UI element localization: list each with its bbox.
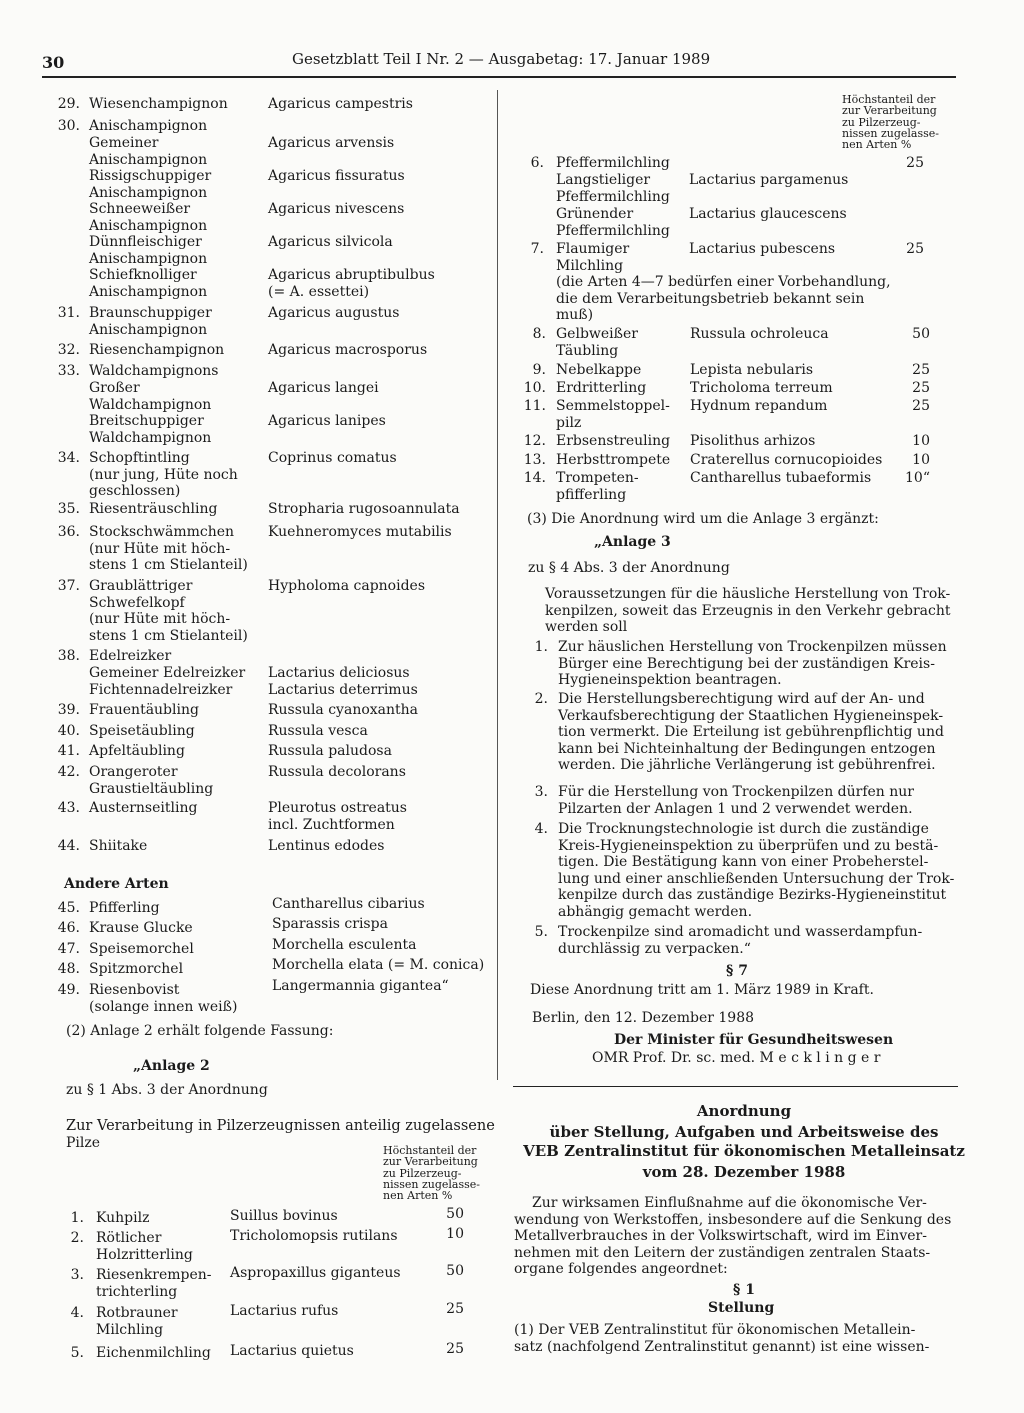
species-name: Flaumiger — [556, 241, 630, 257]
species-name: Speisetäubling — [89, 723, 195, 739]
percent-value: 50 — [446, 1263, 464, 1279]
species-name: Speisemorchel — [89, 941, 194, 957]
species-name: Austernseitling — [89, 800, 198, 816]
row-number: 32. — [57, 342, 80, 358]
species-name: Schopftintling — [89, 450, 190, 466]
species-name: Nebelkappe — [556, 362, 642, 378]
annex-title: „Anlage 3 — [594, 534, 671, 550]
species-name: Shiitake — [89, 838, 148, 854]
latin-name: Langermannia gigantea“ — [272, 978, 449, 994]
row-number: 31. — [57, 305, 80, 321]
species-name: Riesenchampignon — [89, 342, 225, 358]
species-name: Breitschuppiger — [89, 413, 204, 429]
item-text: Pilzarten der Anlagen 1 und 2 verwendet werden. — [558, 800, 913, 817]
row-number: 10. — [523, 380, 546, 396]
species-name: Grünender — [556, 206, 634, 222]
latin-name: Stropharia rugosoannulata — [268, 501, 460, 517]
item-text: Für die Herstellung von Trockenpilzen dürfen nur — [558, 784, 914, 800]
annex-reference: zu § 1 Abs. 3 der Anordnung — [66, 1082, 268, 1098]
row-number: 45. — [57, 900, 80, 916]
row-number: 33. — [57, 363, 80, 379]
species-name: pilz — [556, 414, 582, 431]
species-name: Frauentäubling — [89, 702, 199, 718]
species-name: Rötlicher — [96, 1230, 162, 1246]
row-number: 38. — [57, 648, 80, 664]
item-text: werden. Die jährliche Verlängerung ist gebührenfrei. — [558, 757, 936, 774]
species-name: Fichtennadelreizker — [89, 681, 233, 698]
paragraph-symbol: § 7 — [726, 963, 748, 979]
percent-value: 25 — [912, 398, 930, 414]
preamble-text: Zur wirksamen Einflußnahme auf die ökonomische Ver- — [532, 1195, 927, 1211]
annex-description: Zur Verarbeitung in Pilzerzeugnissen anteilig zugelassene — [66, 1118, 495, 1134]
latin-name: Suillus bovinus — [230, 1208, 338, 1224]
latin-name: Agaricus silvicola — [268, 234, 393, 250]
species-name: Stockschwämmchen — [89, 524, 235, 540]
paragraph-text: (1) Der VEB Zentralinstitut für ökonomischen Metallein- — [514, 1322, 916, 1338]
row-number: 41. — [57, 743, 80, 759]
place-date: Berlin, den 12. Dezember 1988 — [532, 1010, 755, 1026]
latin-name: Lactarius quietus — [230, 1343, 354, 1359]
row-number: 39. — [57, 702, 80, 718]
species-name: Krause Glucke — [89, 920, 193, 936]
column-header: Höchstanteil der — [842, 93, 936, 106]
column-header: zur Verarbeitung — [842, 104, 937, 118]
species-name: Apfeltäubling — [89, 743, 185, 759]
species-name: Pfeffermilchling — [556, 188, 670, 205]
latin-name: Lactarius pubescens — [689, 241, 836, 257]
species-name: Edelreizker — [89, 648, 172, 664]
species-name: pfifferling — [556, 486, 627, 503]
latin-name: Agaricus macrosporus — [268, 342, 428, 358]
item-text: tion vermerkt. Die Erteilung ist gebührenpflichtig und — [558, 724, 944, 741]
row-number: 14. — [523, 470, 546, 486]
amendment-intro: (3) Die Anordnung wird um die Anlage 3 ergänzt: — [527, 511, 879, 527]
latin-name: Morchella elata (= M. conica) — [272, 957, 485, 973]
species-name: Gemeiner Edelreizker — [89, 665, 246, 681]
species-name: Milchling — [96, 1321, 164, 1338]
item-number: 1. — [534, 639, 548, 655]
paragraph-heading: Stellung — [708, 1300, 775, 1316]
ordinance-title: Anordnung — [696, 1102, 792, 1120]
species-name: Waldchampignon — [89, 396, 212, 413]
latin-name: Sparassis crispa — [272, 916, 388, 932]
species-name: stens 1 cm Stielanteil) — [89, 557, 248, 574]
percent-value: 50 — [912, 326, 930, 342]
species-name: (nur jung, Hüte noch — [89, 466, 238, 483]
latin-name: Aspropaxillus giganteus — [230, 1265, 401, 1281]
item-text: Trockenpilze sind aromadicht und wasserdampfun- — [558, 924, 923, 940]
row-number: 43. — [57, 800, 80, 816]
species-name: Trompeten- — [556, 470, 639, 486]
item-number: 5. — [534, 924, 548, 940]
paragraph-text: satz (nachfolgend Zentralinstitut genannt) ist eine wissen- — [514, 1338, 930, 1355]
species-name: Großer — [89, 380, 140, 396]
item-text: abhängig gemacht werden. — [558, 904, 753, 920]
preamble-text: wendung von Werkstoffen, insbesondere auf die Senkung des — [514, 1211, 952, 1228]
item-text: Zur häuslichen Herstellung von Trockenpilzen müssen — [558, 639, 947, 655]
row-number: 40. — [57, 723, 80, 739]
species-name: Anischampignon — [89, 283, 208, 300]
latin-name: Cantharellus tubaeformis — [690, 470, 872, 486]
preamble-text: organe folgendes angeordnet: — [514, 1261, 728, 1278]
latin-name: Agaricus lanipes — [268, 413, 386, 429]
species-name: (nur Hüte mit höch- — [89, 611, 231, 628]
species-name: Rotbrauner — [96, 1305, 178, 1321]
species-name: Anischampignon — [89, 321, 208, 338]
species-name: Pfeffermilchling — [556, 155, 670, 171]
annex-reference: zu § 4 Abs. 3 der Anordnung — [528, 560, 730, 576]
species-name: Gelbweißer — [556, 326, 638, 342]
column-header: zur Verarbeitung — [383, 1155, 478, 1169]
signer-name: OMR Prof. Dr. sc. med. M e c k l i n g e r — [592, 1050, 881, 1066]
row-number: 13. — [523, 452, 546, 468]
column-header: zu Pilzerzeug- — [383, 1166, 462, 1180]
page-number: 30 — [42, 53, 65, 72]
species-name: Eichenmilchling — [96, 1345, 211, 1361]
row-number: 11. — [523, 398, 546, 414]
species-name: Pfeffermilchling — [556, 222, 670, 239]
species-name: Pfifferling — [89, 900, 160, 916]
column-header: nissen zugelasse- — [842, 126, 940, 140]
item-text: Kreis-Hygieneinspektion zu überprüfen und zu bestä- — [558, 837, 939, 854]
item-number: 4. — [534, 821, 548, 837]
percent-value: 25 — [446, 1301, 464, 1317]
species-name: Riesenbovist — [89, 982, 180, 998]
percent-value: 25 — [906, 241, 924, 257]
latin-name: Morchella esculenta — [272, 937, 417, 953]
item-text: kenpilze durch das zuständige Bezirks-Hygieneinstitut — [558, 887, 947, 904]
item-text: Verkaufsberechtigung der Staatlichen Hygieneinspek- — [558, 707, 944, 724]
item-text: tigen. Die Bestätigung kann von einer Probeherstel- — [558, 854, 929, 871]
species-name: Schneeweißer — [89, 201, 191, 217]
item-text: Bürger eine Berechtigung bei der zuständigen Kreis- — [558, 655, 935, 672]
row-number: 44. — [57, 838, 80, 854]
latin-name: Russula paludosa — [268, 743, 392, 759]
species-name: Gemeiner — [89, 135, 159, 151]
section-heading: Andere Arten — [64, 876, 169, 892]
item-text: Die Herstellungsberechtigung wird auf der An- und — [558, 691, 925, 707]
percent-value: 25 — [446, 1341, 464, 1357]
latin-name: Lactarius pargamenus — [689, 172, 849, 188]
item-text: Hygieneinspektion beantragen. — [558, 672, 782, 689]
preamble-text: Metallverbrauches in der Volkswirtschaft, wird im Einver- — [514, 1228, 927, 1245]
species-name: Anischampignon — [89, 217, 208, 234]
species-name: geschlossen) — [89, 483, 181, 500]
latin-name: Russula vesca — [268, 723, 368, 739]
ordinance-title: VEB Zentralinstitut für ökonomischen Metalleinsatz — [523, 1142, 965, 1160]
row-number: 6. — [530, 155, 544, 171]
row-number: 42. — [57, 764, 80, 780]
species-name: Braunschuppiger — [89, 305, 212, 321]
latin-name: Russula ochroleuca — [690, 326, 829, 342]
latin-name: Lactarius glaucescens — [689, 206, 847, 222]
latin-name: Pleurotus ostreatus — [268, 800, 407, 816]
species-name: (solange innen weiß) — [89, 998, 238, 1015]
latin-name: incl. Zuchtformen — [268, 816, 395, 833]
amendment-intro: (2) Anlage 2 erhält folgende Fassung: — [66, 1023, 334, 1039]
latin-name: Agaricus campestris — [268, 96, 413, 112]
latin-name: Tricholomopsis rutilans — [230, 1228, 398, 1244]
latin-name: Pisolithus arhizos — [690, 433, 816, 449]
row-number: 3. — [70, 1267, 84, 1283]
species-name: stens 1 cm Stielanteil) — [89, 627, 248, 644]
latin-name: Lentinus edodes — [268, 838, 385, 854]
column-header: nen Arten % — [842, 138, 912, 152]
latin-name: Agaricus abruptibulbus — [268, 267, 435, 283]
section-divider — [513, 1086, 958, 1087]
latin-name: Lactarius rufus — [230, 1303, 339, 1319]
percent-value: 10 — [912, 433, 930, 449]
species-name: Langstieliger — [556, 172, 651, 188]
row-number: 36. — [57, 524, 80, 540]
species-name: Schwefelkopf — [89, 594, 185, 611]
percent-value: 25 — [912, 380, 930, 396]
note-text: (die Arten 4—7 bedürfen einer Vorbehandlung, — [556, 274, 891, 290]
row-number: 34. — [57, 450, 80, 466]
species-name: Graublättriger — [89, 578, 193, 594]
percent-value: 10 — [446, 1226, 464, 1242]
item-text: lung und einer anschließenden Untersuchung der Trok- — [558, 870, 955, 887]
row-number: 46. — [57, 920, 80, 936]
annex-title: „Anlage 2 — [133, 1058, 210, 1074]
effective-date-text: Diese Anordnung tritt am 1. März 1989 in Kraft. — [530, 982, 874, 998]
species-name: Erdritterling — [556, 380, 647, 396]
column-header: nen Arten % — [383, 1189, 453, 1203]
species-name: Anischampignon — [89, 250, 208, 267]
species-name: Dünnfleischiger — [89, 234, 202, 250]
species-name: Milchling — [556, 257, 624, 274]
ordinance-title: über Stellung, Aufgaben und Arbeitsweise des — [549, 1123, 939, 1141]
species-name: (nur Hüte mit höch- — [89, 540, 231, 557]
species-name: Anischampignon — [89, 151, 208, 168]
species-name: Holzritterling — [96, 1246, 193, 1263]
paragraph-symbol: § 1 — [733, 1282, 755, 1298]
row-number: 48. — [57, 961, 80, 977]
latin-name: Agaricus nivescens — [268, 201, 405, 217]
row-number: 2. — [70, 1230, 84, 1246]
latin-name: (= A. essettei) — [268, 283, 370, 300]
annex-description: werden soll — [545, 619, 628, 636]
percent-value: 10 — [912, 452, 930, 468]
percent-value: 10“ — [905, 470, 930, 486]
latin-name: Russula decolorans — [268, 764, 406, 780]
row-number: 49. — [57, 982, 80, 998]
latin-name: Lactarius deliciosus — [268, 665, 410, 681]
annex-description: kenpilzen, soweit das Erzeugnis in den Verkehr gebracht — [545, 602, 951, 619]
note-text: muß) — [556, 307, 594, 324]
latin-name: Agaricus fissuratus — [268, 168, 405, 184]
row-number: 29. — [57, 96, 80, 112]
species-name: Graustieltäubling — [89, 780, 214, 797]
species-name: Erbsenstreuling — [556, 433, 671, 449]
species-name: Täubling — [556, 342, 619, 359]
row-number: 5. — [70, 1345, 84, 1361]
species-name: Anischampignon — [89, 184, 208, 201]
annex-description: Pilze — [66, 1135, 101, 1151]
latin-name: Cantharellus cibarius — [272, 896, 425, 912]
latin-name: Kuehneromyces mutabilis — [268, 524, 452, 540]
column-header: zu Pilzerzeug- — [842, 115, 921, 129]
species-name: Kuhpilz — [96, 1210, 150, 1226]
row-number: 35. — [57, 501, 80, 517]
signer-title: Der Minister für Gesundheitswesen — [614, 1032, 894, 1048]
species-name: Riesenträuschling — [89, 501, 218, 517]
row-number: 4. — [70, 1305, 84, 1321]
latin-name: Russula cyanoxantha — [268, 702, 419, 718]
row-number: 9. — [532, 362, 546, 378]
species-name: trichterling — [96, 1283, 178, 1300]
item-text: durchlässig zu verpacken.“ — [558, 940, 751, 957]
row-number: 7. — [530, 241, 544, 257]
header-rule — [42, 76, 956, 78]
latin-name: Agaricus langei — [268, 380, 379, 396]
row-number: 8. — [532, 326, 546, 342]
row-number: 30. — [57, 118, 80, 134]
column-header: Höchstanteil der — [383, 1144, 477, 1157]
item-number: 2. — [534, 691, 548, 707]
note-text: die dem Verarbeitungsbetrieb bekannt sein — [556, 290, 865, 307]
latin-name: Lactarius deterrimus — [268, 681, 418, 698]
column-header: nissen zugelasse- — [383, 1177, 481, 1191]
latin-name: Hydnum repandum — [690, 398, 828, 414]
species-name: Waldchampignon — [89, 429, 212, 446]
item-text: Die Trocknungstechnologie ist durch die zuständige — [558, 821, 929, 837]
species-name: Wiesenchampignon — [89, 96, 228, 112]
percent-value: 25 — [912, 362, 930, 378]
percent-value: 25 — [906, 155, 924, 171]
species-name: Schiefknolliger — [89, 267, 197, 283]
species-name: Semmelstoppel- — [556, 398, 670, 414]
item-number: 3. — [534, 784, 548, 800]
species-name: Anischampignon — [89, 118, 208, 134]
latin-name: Craterellus cornucopioides — [690, 452, 883, 468]
species-name: Waldchampignons — [89, 363, 219, 379]
latin-name: Coprinus comatus — [268, 450, 397, 466]
row-number: 12. — [523, 433, 546, 449]
latin-name: Agaricus augustus — [268, 305, 400, 321]
species-name: Orangeroter — [89, 764, 178, 780]
percent-value: 50 — [446, 1206, 464, 1222]
latin-name: Agaricus arvensis — [268, 135, 395, 151]
row-number: 37. — [57, 578, 80, 594]
item-text: kann bei Nichteinhaltung der Bedingungen entzogen — [558, 740, 936, 757]
page-header-title: Gesetzblatt Teil I Nr. 2 — Ausgabetag: 17. Januar 1989 — [292, 50, 711, 68]
latin-name: Lepista nebularis — [690, 362, 814, 378]
row-number: 47. — [57, 941, 80, 957]
species-name: Riesenkrempen- — [96, 1267, 212, 1283]
latin-name: Hypholoma capnoides — [268, 578, 426, 594]
ordinance-title: vom 28. Dezember 1988 — [642, 1163, 846, 1181]
row-number: 1. — [70, 1210, 84, 1226]
species-name: Rissigschuppiger — [89, 168, 212, 184]
column-divider — [497, 90, 498, 1080]
preamble-text: nehmen mit den Leitern der zuständigen zentralen Staats- — [514, 1244, 931, 1261]
species-name: Herbsttrompete — [556, 452, 671, 468]
species-name: Spitzmorchel — [89, 961, 184, 977]
annex-description: Voraussetzungen für die häusliche Herstellung von Trok- — [545, 586, 951, 602]
latin-name: Tricholoma terreum — [690, 380, 833, 396]
